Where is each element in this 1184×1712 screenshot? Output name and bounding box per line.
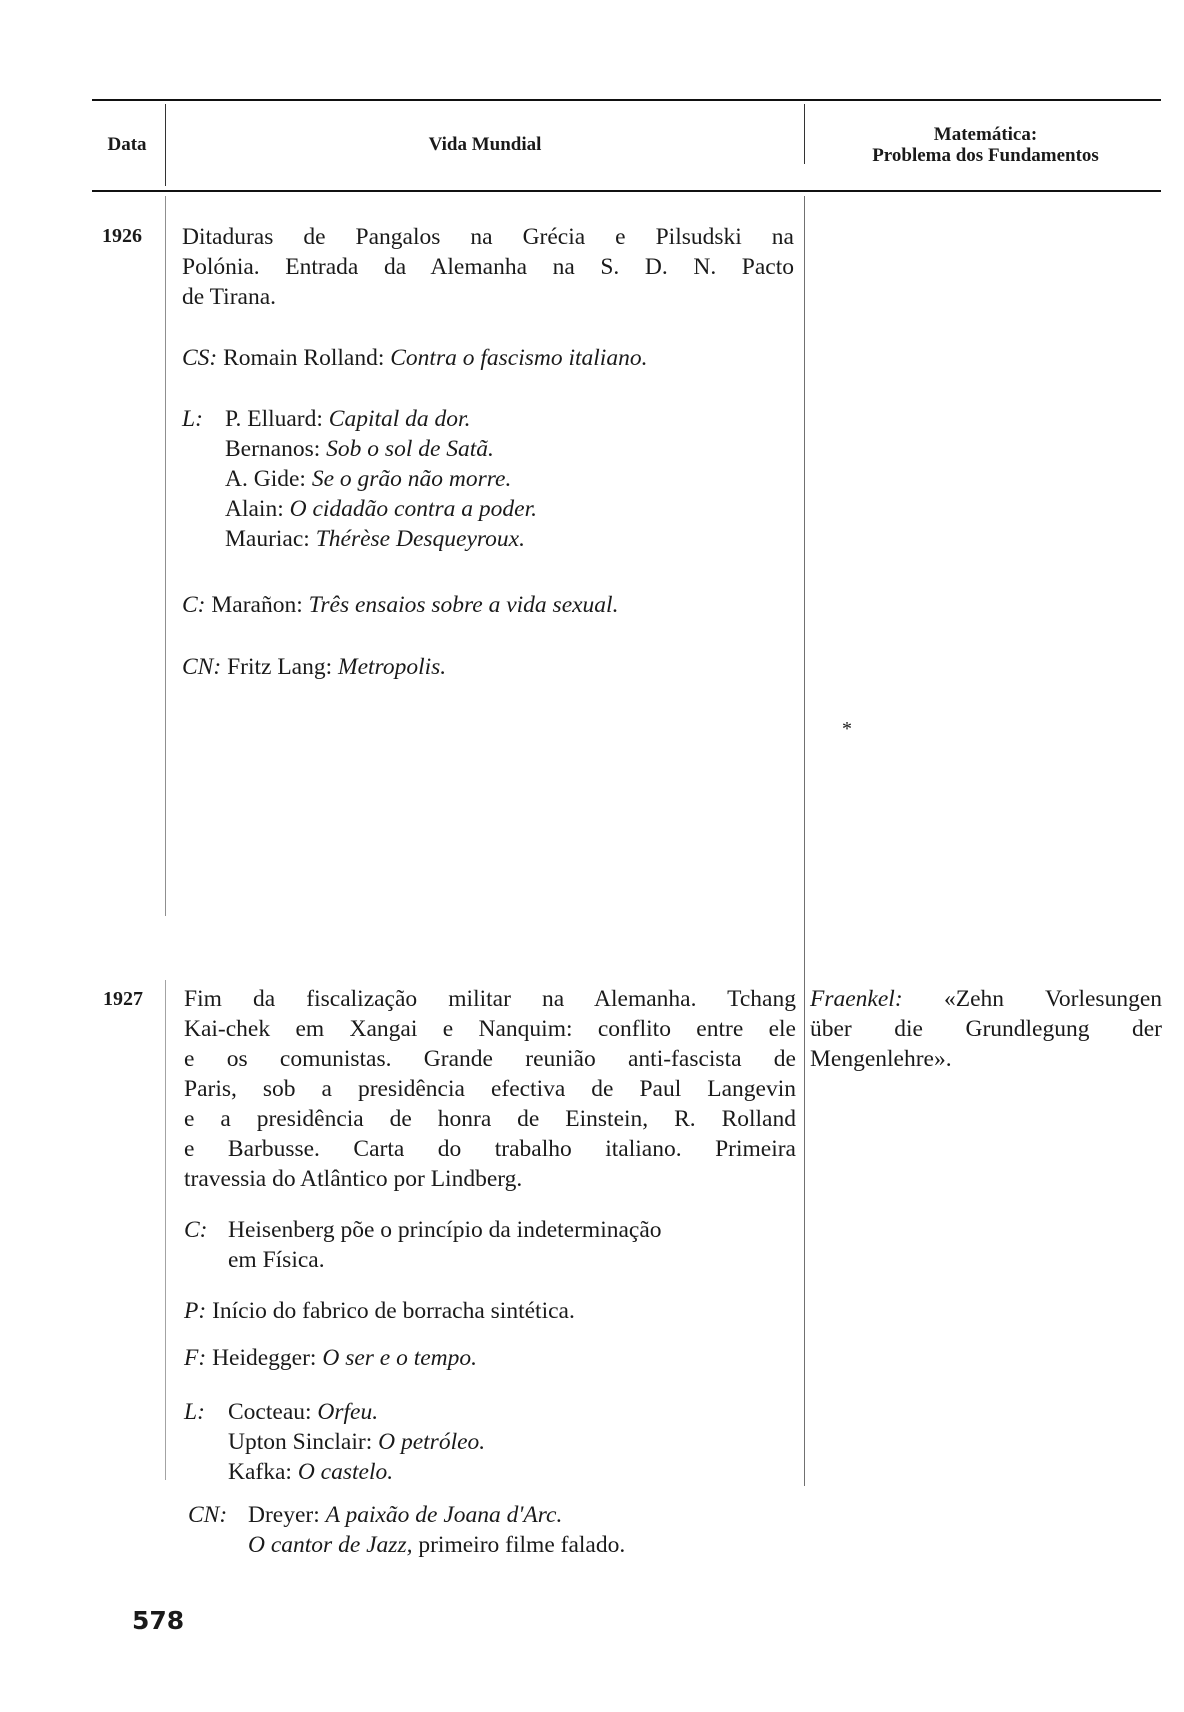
l-1926-list <box>225 404 537 554</box>
header-math-line2: Problema dos Fundamentos <box>872 145 1099 166</box>
list-item: Alain: O cidadão contra a poder. <box>225 496 538 522</box>
cs-1926 <box>182 343 647 373</box>
list-item: Cocteau: Orfeu. <box>228 1399 379 1425</box>
events-1927-line: Fim da fiscalização militar na Alemanha. Tchang <box>184 986 796 1012</box>
events-1927 <box>184 984 796 1194</box>
list-item: Kafka: O castelo. <box>228 1459 394 1485</box>
cn-1926: CN: Fritz Lang: Metropolis. <box>182 654 447 680</box>
top-rule <box>92 99 1161 101</box>
header-rule <box>92 190 1161 192</box>
l-1927-list <box>228 1397 485 1487</box>
p-1927: P: Início do fabrico de borracha sintética. <box>184 1298 575 1324</box>
math-author: Fraenkel: <box>810 986 903 1012</box>
events-1926-line: Polónia. Entrada da Alemanha na S. D. N. Pacto <box>182 254 794 280</box>
events-1927-line: Paris, sob a presidência efectiva de Paul Langevin <box>184 1076 796 1102</box>
year-1927: 1927 <box>103 988 143 1010</box>
events-1926-line: de Tirana. <box>182 284 276 310</box>
page-number: 578 <box>132 1606 185 1635</box>
list-item: Bernanos: Sob o sol de Satã. <box>225 436 494 462</box>
l-1927-tag: L: <box>184 1399 205 1425</box>
c-1927-tag: C: <box>184 1217 208 1243</box>
l-1926-tag: L: <box>182 406 203 432</box>
f-1927: F: Heidegger: O ser e o tempo. <box>184 1345 478 1371</box>
cn-1927: Dreyer: A paixão de Joana d'Arc. O cantor de Jazz, primeiro filme falado. <box>248 1502 626 1558</box>
events-1927-line: Kai-chek em Xangai e Nanquim: conflito entre ele <box>184 1016 796 1042</box>
header-date: Data <box>107 134 147 155</box>
cs-author: Romain Rolland: <box>223 345 385 371</box>
cn-1927-tag: CN: <box>188 1502 228 1528</box>
column-divider-right <box>804 196 805 1486</box>
c-1926: C: Marañon: Três ensaios sobre a vida sexual. <box>182 592 619 618</box>
header-world-life: Vida Mundial <box>428 134 542 155</box>
events-1927-line: travessia do Atlântico por Lindberg. <box>184 1166 523 1192</box>
events-1927-line: e os comunistas. Grande reunião anti-fascista de <box>184 1046 796 1072</box>
c-1927: Heisenberg põe o princípio da indeterminação em Física. <box>228 1217 662 1273</box>
header-math <box>808 124 1163 166</box>
events-1926 <box>182 222 794 312</box>
list-item: A. Gide: Se o grão não morre. <box>225 466 512 492</box>
events-1927-line: e Barbusse. Carta do trabalho italiano. Primeira <box>184 1136 796 1162</box>
list-item: Upton Sinclair: O petróleo. <box>228 1429 486 1455</box>
events-1926-line: Ditaduras de Pangalos na Grécia e Pilsudski na <box>182 224 794 250</box>
cs-work: Contra o fascismo italiano. <box>390 345 648 371</box>
year-1926: 1926 <box>102 225 142 247</box>
events-1927-line: e a presidência de honra de Einstein, R. Rolland <box>184 1106 796 1132</box>
column-divider-left <box>165 196 166 916</box>
header-math-line1: Matemática: <box>933 124 1038 145</box>
math-1927: Fraenkel: «Zehn Vorlesungen über die Grundlegung der Mengenlehre». <box>810 986 1162 1072</box>
column-divider-left-lower <box>165 980 166 1480</box>
list-item: P. Elluard: Capital da dor. <box>225 406 471 432</box>
asterisk-mark: * <box>842 718 852 740</box>
cs-tag: CS: <box>182 345 218 371</box>
header-divider-right <box>804 104 805 164</box>
list-item: Mauriac: Thérèse Desqueyroux. <box>225 526 525 552</box>
header-divider-left <box>165 104 166 186</box>
